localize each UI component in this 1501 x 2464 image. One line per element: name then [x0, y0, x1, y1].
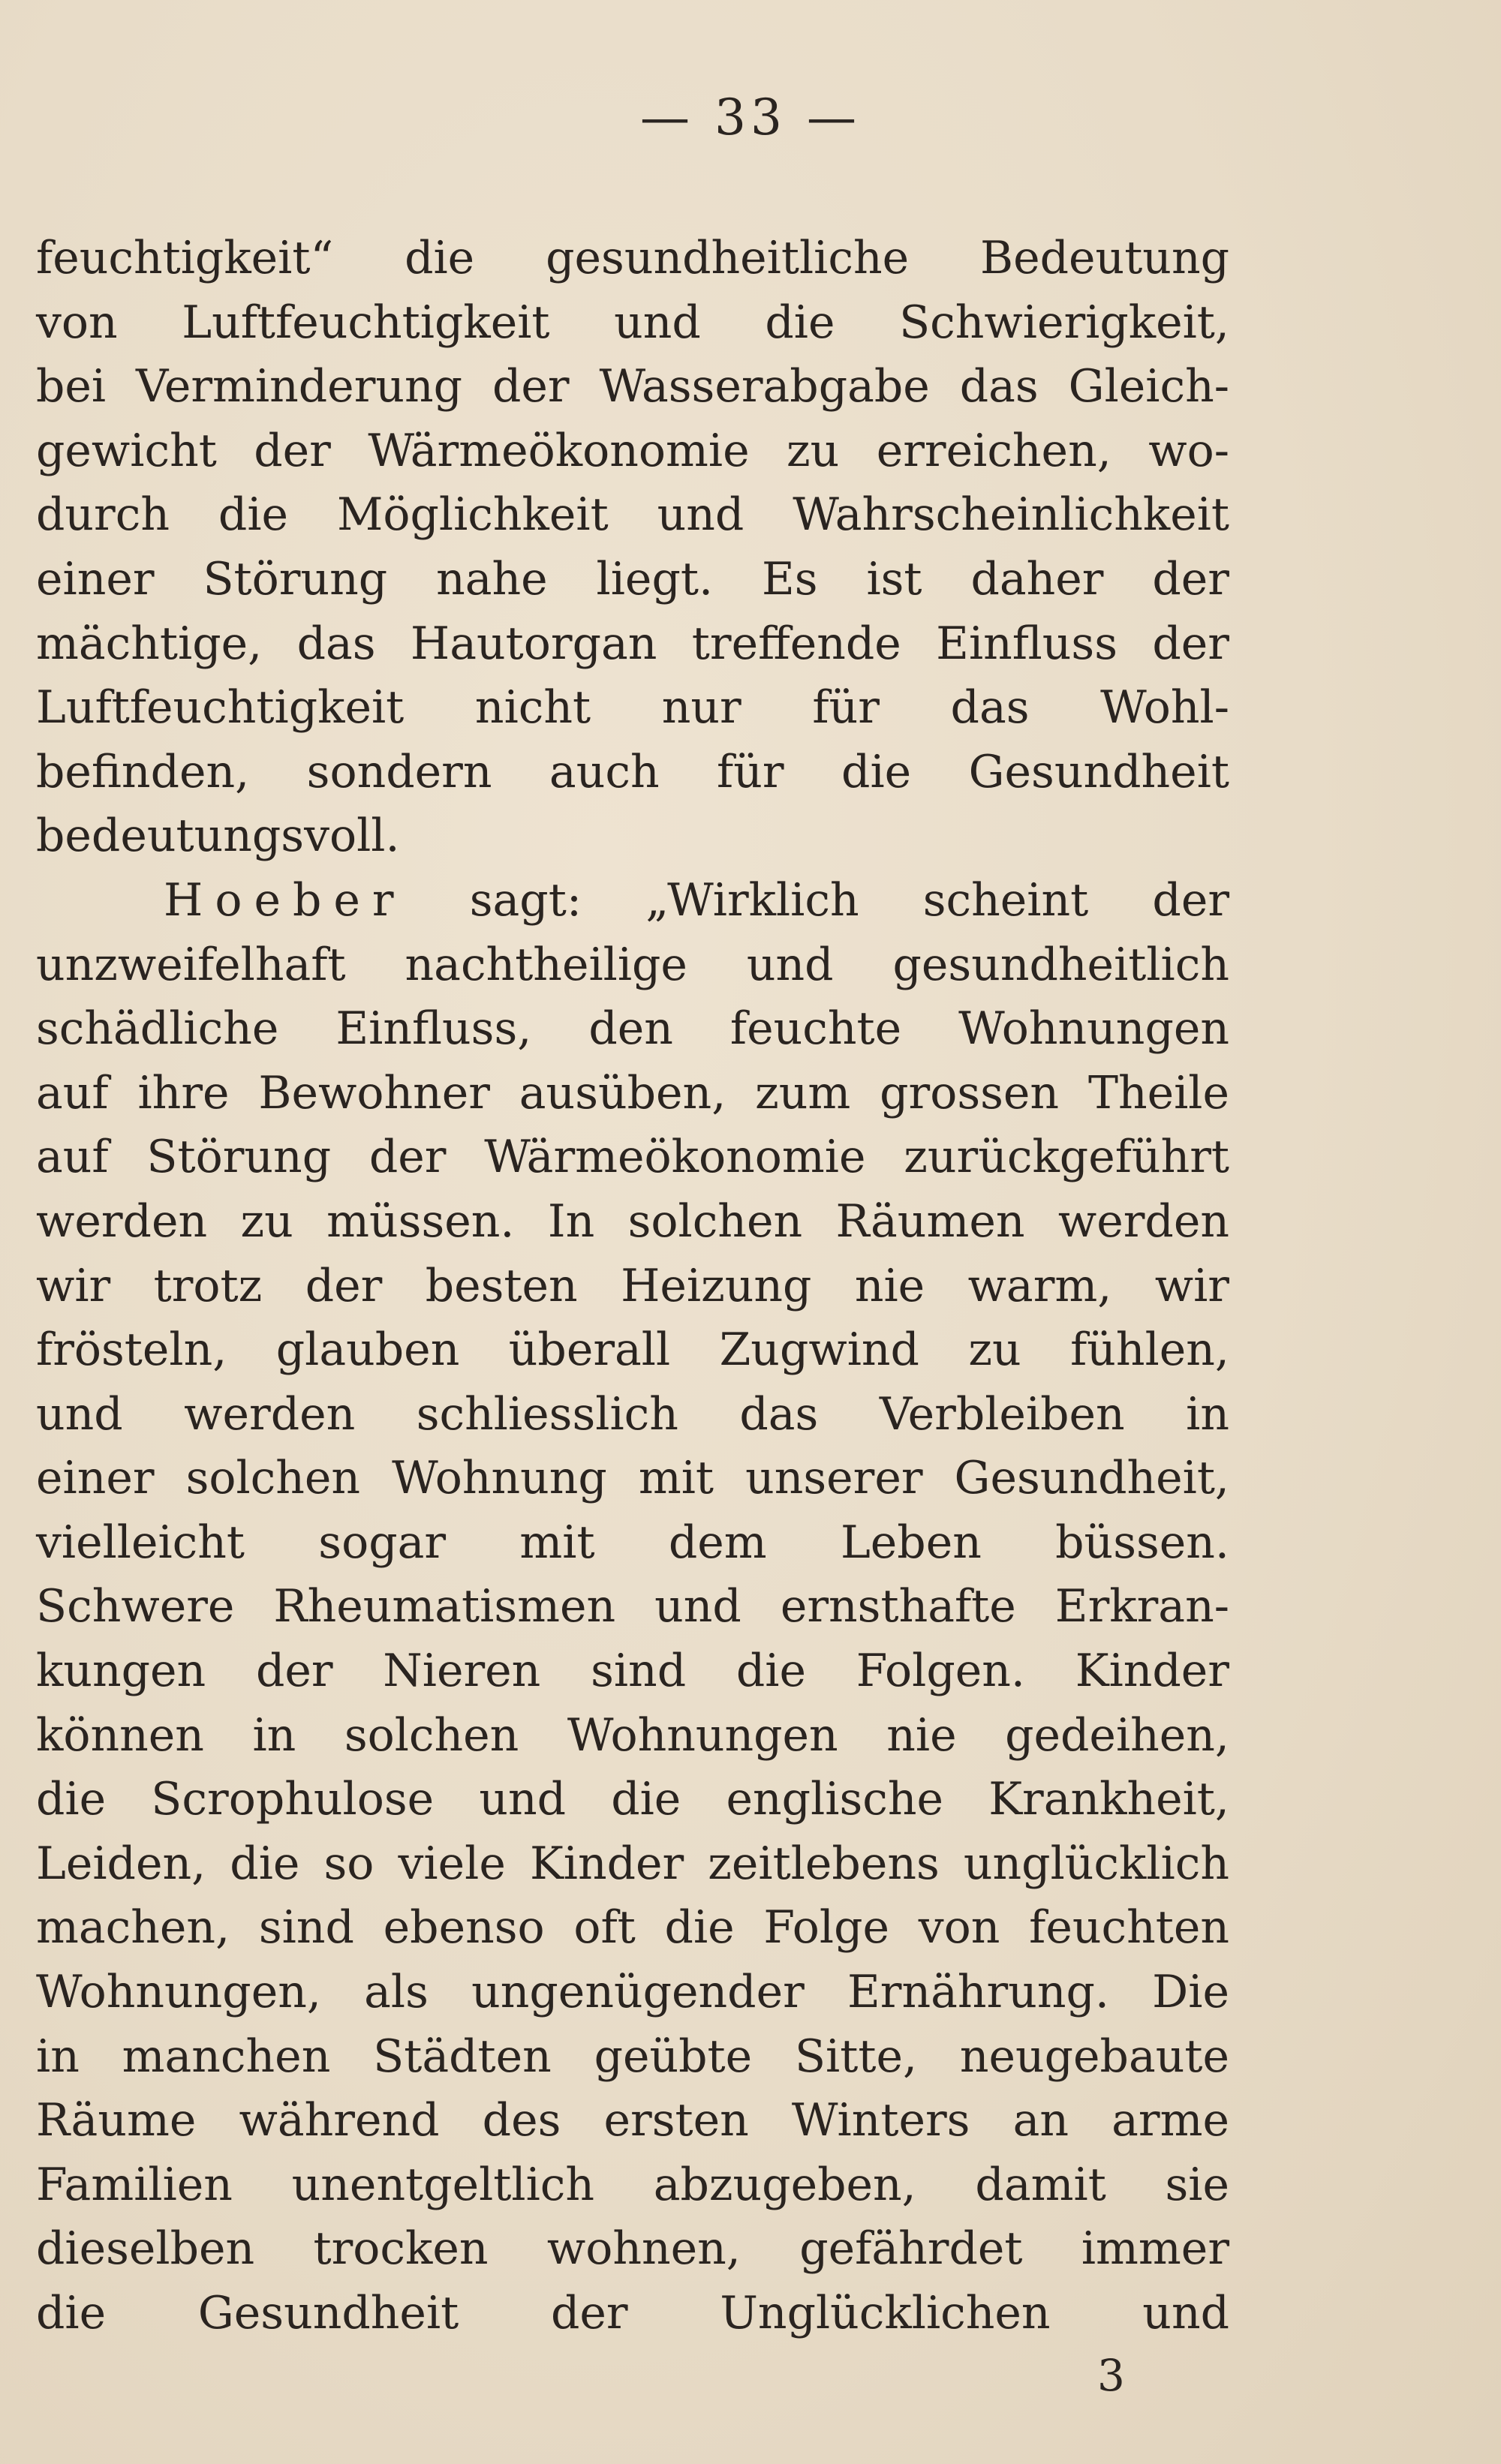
text-line: unzweifelhaft nachtheilige und gesundheitlich	[36, 938, 1229, 991]
text-line: werden zu müssen. In solchen Räumen werden	[36, 1194, 1229, 1248]
body-text	[36, 227, 1229, 2346]
text-line: bei Verminderung der Wasserabgabe das Gleich-	[36, 360, 1229, 413]
text-line: dieselben trocken wohnen, gefährdet immer	[36, 2222, 1229, 2276]
text-line: und werden schliesslich das Verbleiben in	[36, 1387, 1229, 1441]
text-line: feuchtigkeit“ die gesundheitliche Bedeutung	[36, 232, 1229, 284]
text-line: machen, sind ebenso oft die Folge von feuchten	[36, 1901, 1229, 1955]
text-line: frösteln, glauben überall Zugwind zu fühlen,	[36, 1324, 1229, 1377]
text-line: auf Störung der Wärmeökonomie zurückgeführt	[36, 1131, 1229, 1184]
text-line: vielleicht sogar mit dem Leben büssen.	[36, 1516, 1229, 1569]
page-number: — 33 —	[640, 89, 861, 146]
text-line: einer Störung nahe liegt. Es ist daher der	[36, 552, 1229, 605]
paragraph-opening-line	[36, 869, 1229, 933]
text-line: von Luftfeuchtigkeit und die Schwierigkeit,	[36, 296, 1229, 349]
text-line: gewicht der Wärmeökonomie zu erreichen, wo-	[36, 424, 1229, 477]
text-line: die Gesundheit der Unglücklichen und	[36, 2287, 1229, 2339]
text-line: Schwere Rheumatismen und ernsthafte Erkran-	[36, 1580, 1229, 1633]
text-line: in manchen Städten geübte Sitte, neugebaute	[36, 2030, 1229, 2083]
text-line: Familien unentgeltlich abzugeben, damit sie	[36, 2158, 1229, 2211]
text-line: Räume während des ersten Winters an arme	[36, 2094, 1229, 2147]
text-line: auf ihre Bewohner ausüben, zum grossen Theile	[36, 1066, 1229, 1119]
text-line: durch die Möglichkeit und Wahrscheinlichkeit	[36, 488, 1229, 542]
speaker-name: Hoeber	[164, 873, 406, 927]
text-line: kungen der Nieren sind die Folgen. Kinder	[36, 1645, 1229, 1698]
text-line: Leiden, die so viele Kinder zeitlebens unglücklich	[36, 1837, 1229, 1890]
text-line: Wohnungen, als ungenügender Ernährung. Die	[36, 1966, 1229, 2019]
text-line: befinden, sondern auch für die Gesundheit	[36, 745, 1229, 798]
text-line: wir trotz der besten Heizung nie warm, wir	[36, 1259, 1229, 1312]
signature-mark: 3	[1097, 2350, 1125, 2401]
text-line: Luftfeuchtigkeit nicht nur für das Wohl-	[36, 681, 1229, 735]
text-line: einer solchen Wohnung mit unserer Gesundheit,	[36, 1452, 1229, 1505]
text-line: können in solchen Wohnungen nie gedeihen,	[36, 1708, 1229, 1762]
text-line: schädliche Einfluss, den feuchte Wohnungen	[36, 1002, 1229, 1056]
text-line: mächtige, das Hautorgan treffende Einfluss der	[36, 617, 1229, 670]
text-line: bedeutungsvoll.	[36, 810, 400, 863]
opening-line-text: sagt: „Wirklich scheint der	[469, 873, 1230, 927]
text-line: die Scrophulose und die englische Krankheit,	[36, 1773, 1229, 1826]
